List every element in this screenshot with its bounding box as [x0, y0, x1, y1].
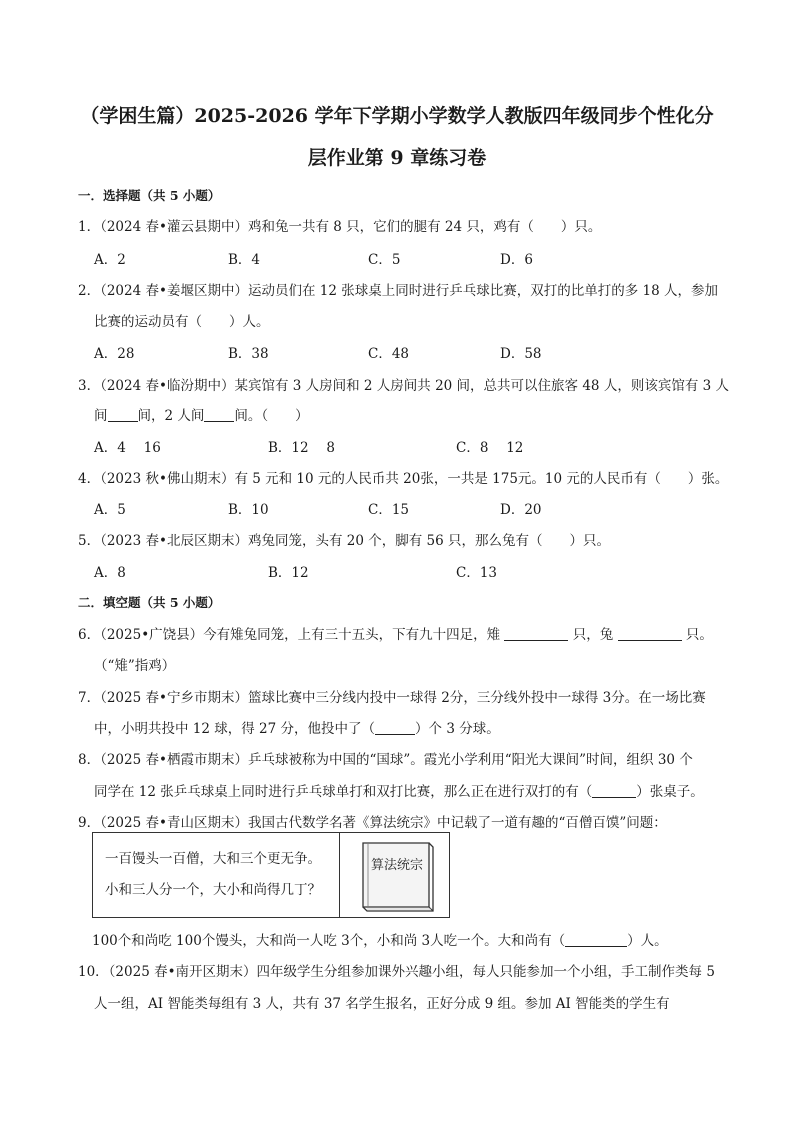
question-4-text: 4．（2023 秋•佛山期末）有 5 元和 10 元的人民币共 20张，一共是 175元。10 元的人民币有（ ）张。	[78, 471, 729, 487]
question-9-line-1: 9．（2025 春•青山区期末）我国古代数学名著《算法统宗》中记载了一道有趣的“百僧百馍”问题：	[78, 815, 667, 831]
question-6-text-a: 6．（2025•广饶县）今有雉兔同笼，上有三十五头，下有九十四足，雉	[78, 627, 501, 643]
answer-blank[interactable]	[375, 720, 415, 735]
question-4-option-a: A．5	[94, 502, 126, 518]
poem-box	[92, 832, 450, 918]
answer-blank[interactable]	[204, 407, 234, 422]
question-7-line-2	[94, 717, 500, 737]
question-5-option-a: A．8	[94, 565, 126, 581]
question-4-option-c: C．15	[368, 502, 410, 518]
answer-blank[interactable]	[504, 626, 568, 641]
question-3-line-1: 3．（2024 春•临汾期中）某宾馆有 3 人房间和 2 人房间共 20 间，总共可以住旅客 48 人，则该宾馆有 3 人	[78, 378, 729, 394]
question-9-text-b: ）人。	[627, 933, 668, 949]
question-6-text-c: 只。	[685, 627, 713, 643]
section-heading-fill: 二．填空题（共 5 小题）	[78, 595, 221, 610]
question-10-line-2: 人一组，AI 智能类每组有 3 人，共有 37 名学生报名，正好分成 9 组。参加 AI 智能类的学生有	[94, 996, 670, 1012]
question-9-line-2	[92, 929, 668, 949]
question-3-text-c: 间。（ ）	[234, 408, 309, 424]
question-8-line-1: 8．（2025 春•栖霞市期末）乒乓球被称为中国的“国球”。霞光小学利用“阳光大课间”时间，组织 30 个	[78, 752, 693, 768]
question-2-option-b: B．38	[228, 346, 269, 362]
answer-blank[interactable]	[592, 783, 636, 798]
document-title-line-2: 层作业第 9 章练习卷	[307, 147, 487, 169]
book-title: 算法统宗	[370, 858, 424, 873]
question-2-line-2: 比赛的运动员有（ ）人。	[94, 314, 270, 330]
question-9-text-a: 100个和尚吃 100个馒头，大和尚一人吃 3个，小和尚 3人吃一个。大和尚有（	[92, 933, 566, 949]
question-6-line-1	[78, 623, 713, 643]
question-3-text-b: 间，2 人间	[137, 408, 205, 424]
question-5-option-c: C．13	[456, 565, 498, 581]
question-7-line-1: 7．（2025 春•宁乡市期末）篮球比赛中三分线内投中一球得 2分，三分线外投中一球得 3分。在一场比赛	[78, 690, 706, 706]
question-3-option-c: C．8 12	[456, 440, 524, 456]
poem-line-1: 一百馒头一百僧，大和三个更无争。	[105, 851, 321, 867]
question-6-line-2: （“雉”指鸡）	[94, 658, 176, 674]
question-5-text: 5．（2023 春•北辰区期末）鸡兔同笼，头有 20 个，脚有 56 只，那么兔有（ ）只。	[78, 533, 610, 549]
question-4-option-b: B．10	[228, 502, 269, 518]
book-icon	[349, 837, 443, 915]
question-1-option-b: B．4	[228, 252, 261, 268]
poem-line-2: 小和三人分一个，大小和尚得几丁？	[105, 882, 321, 898]
question-3-line-2	[94, 404, 309, 424]
question-8-text-a: 同学在 12 张乒乓球桌上同时进行乒乓球单打和双打比赛，那么正在进行双打的有（	[94, 784, 593, 800]
question-3-option-b: B．12 8	[268, 440, 335, 456]
question-1-text: 1．（2024 春•灌云县期中）鸡和兔一共有 8 只，它们的腿有 24 只，鸡有（ ）只。	[78, 219, 602, 235]
question-3-text-a: 间	[94, 408, 108, 424]
question-8-line-2	[94, 780, 704, 800]
section-heading-choice: 一．选择题（共 5 小题）	[78, 188, 221, 203]
answer-blank[interactable]	[618, 626, 682, 641]
question-5-option-b: B．12	[268, 565, 309, 581]
question-1-option-c: C．5	[368, 252, 401, 268]
document-title-line-1: （学困生篇）2025-2026 学年下学期小学数学人教版四年级同步个性化分	[80, 105, 714, 127]
answer-blank[interactable]	[565, 932, 627, 947]
question-8-text-b: ）张桌子。	[636, 784, 704, 800]
question-7-text-b: ）个 3 分球。	[415, 721, 500, 737]
question-1-option-a: A．2	[94, 252, 126, 268]
question-3-option-a: A．4 16	[94, 440, 161, 456]
question-10-line-1: 10．（2025 春•南开区期末）四年级学生分组参加课外兴趣小组，每人只能参加一个小组，手工制作类每 5	[78, 964, 715, 980]
question-1-option-d: D．6	[500, 252, 533, 268]
question-7-text-a: 中，小明共投中 12 球，得 27 分，他投中了（	[94, 721, 376, 737]
question-2-line-1: 2．（2024 春•姜堰区期中）运动员们在 12 张球桌上同时进行乒乓球比赛，双打的比单打的多 18 人，参加	[78, 283, 718, 299]
question-2-option-a: A．28	[94, 346, 135, 362]
poem-box-divider	[339, 833, 340, 917]
answer-blank[interactable]	[108, 407, 138, 422]
question-2-option-c: C．48	[368, 346, 410, 362]
question-6-text-b: 只，兔	[572, 627, 614, 643]
question-2-option-d: D．58	[500, 346, 542, 362]
question-4-option-d: D．20	[500, 502, 542, 518]
